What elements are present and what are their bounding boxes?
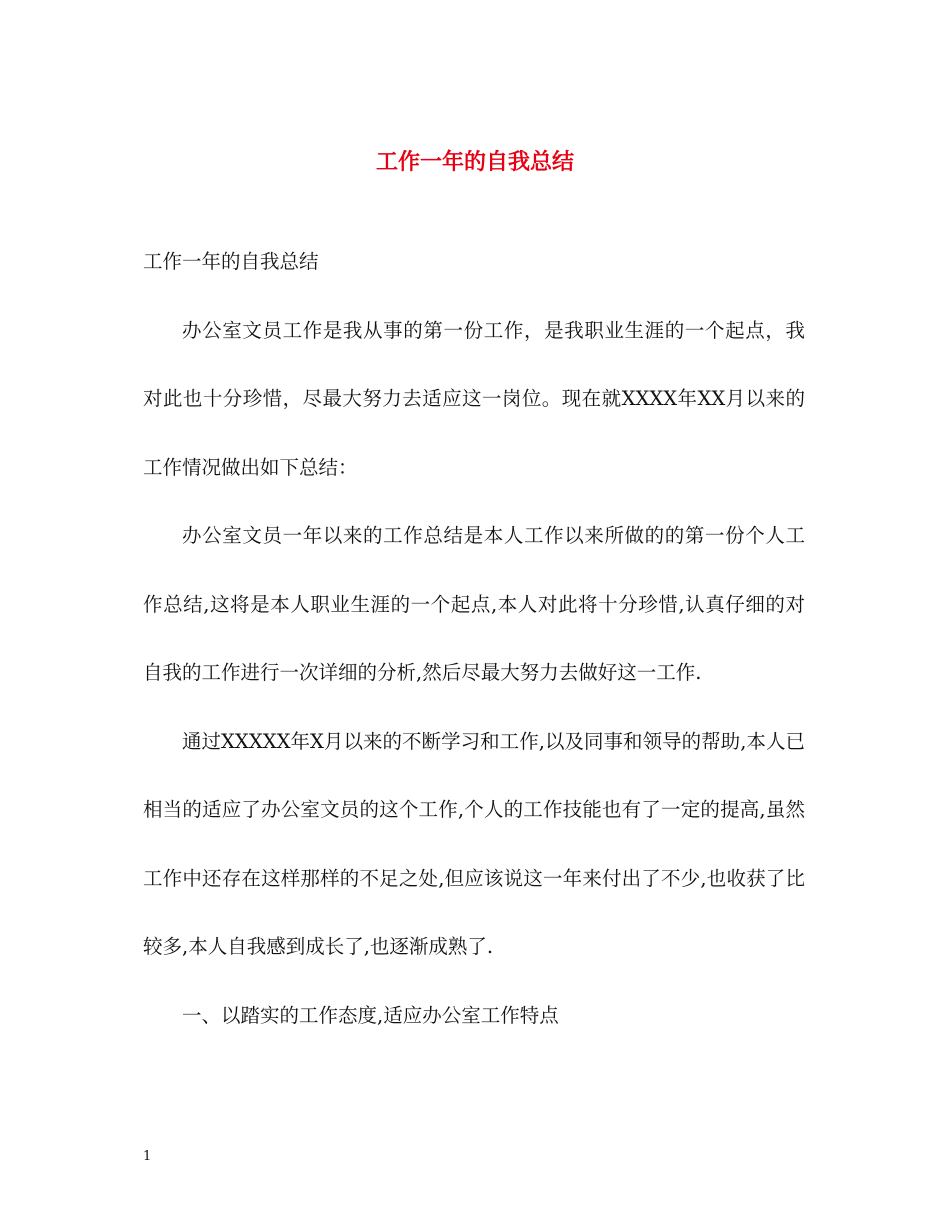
body-paragraph: 办公室文员工作是我从事的第一份工作，是我职业生涯的一个起点，我对此也十分珍惜，尽最大努力去适应这一岗位。现在就XXXX年XX月以来的工作情况做出如下总结： [143,318,805,479]
document-body [143,228,805,1050]
page-number: 1 [143,1149,152,1164]
body-paragraph: 通过XXXXX年X月以来的不断学习和工作,以及同事和领导的帮助,本人已相当的适应了办公室文员的这个工作,个人的工作技能也有了一定的提高,虽然工作中还存在这样那样的不足之处,但应该说这一年来付出了不少,也收获了比较多,本人自我感到成长了,也逐渐成熟了. [143,729,805,958]
body-paragraph-heading: 工作一年的自我总结 [143,250,319,273]
body-paragraph: 办公室文员一年以来的工作总结是本人工作以来所做的的第一份个人工作总结,这将是本人职业生涯的一个起点,本人对此将十分珍惜,认真仔细的对自我的工作进行一次详细的分析,然后尽最大努力去做好这一工作. [143,524,805,684]
document-title: 工作一年的自我总结 [375,149,574,175]
section-heading: 一、以踏实的工作态度,适应办公室工作特点 [182,1003,559,1027]
